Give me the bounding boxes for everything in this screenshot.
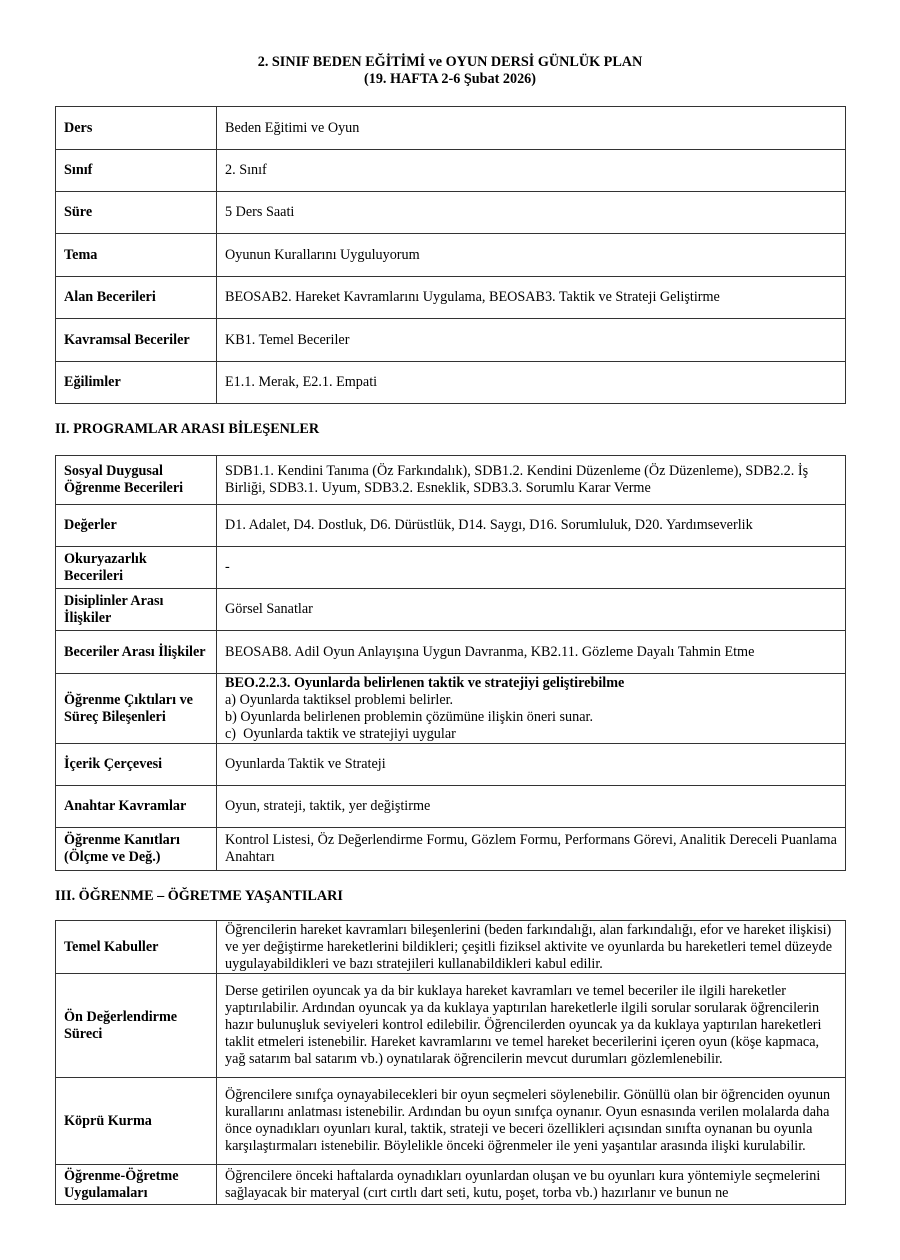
row-value: Öğrencilere önceki haftalarda oynadıkları oyunlardan oluşan ve bu oyunları kura yöntemiyle seçmelerini sağlayacak bir materyal (cırt cırtlı dart seti, kutu, poşet, torba vb.) hazırlanır ve bunun ne [217,1165,846,1205]
row-label: Eğilimler [56,362,217,404]
row-label: Alan Becerileri [56,277,217,319]
table-row [56,1165,846,1205]
table-row [56,319,846,362]
row-value: Beden Eğitimi ve Oyun [217,107,846,150]
row-label: Öğrenme Kanıtları (Ölçme ve Değ.) [56,828,217,871]
row-value: D1. Adalet, D4. Dostluk, D6. Dürüstlük, D14. Saygı, D16. Sorumluluk, D20. Yardımseverlik [217,505,846,547]
row-value: BEOSAB2. Hareket Kavramlarını Uygulama, BEOSAB3. Taktik ve Strateji Geliştirme [217,277,846,319]
row-value: Derse getirilen oyuncak ya da bir kuklaya hareket kavramları ve temel beceriler ile ilgili hareketler yaptırılabilir. Ardından oyuncak ya da kuklaya yaptırılan hareketlerle ilgili sorular sorularak öğrencilerin hazır bulunuşluk seviyeleri kontrol edilebilir. Öğrencilerden oyuncak ya da kuklaya yaptırılan hareketleri taklit etmeleri istenebilir. Hareket kavramlarını ve temel hareket becerilerini içeren oyun (köşe kapmaca, yağ satarım bal satarım vb.) oynatılarak öğrencilerin mevcut durumları gözlemlenebilir. [217,974,846,1078]
table-row [56,277,846,319]
outcomes-value [217,674,846,744]
table-row [56,1078,846,1165]
table-row [56,589,846,631]
experiences-table [55,920,846,1205]
row-label: İçerik Çerçevesi [56,744,217,786]
row-label: Okuryazarlık Becerileri [56,547,217,589]
row-value: Öğrencilerin hareket kavramları bileşenlerini (beden farkındalığı, alan farkındalığı, efor ve hareket ilişkisi) ve yer değiştirme hareketlerini bildikleri; çeşitli fiziksel aktivite ve oyunlarda bu hareketleri temel düzeyde uygulayabildikleri ve bazı stratejileri kullanabildikleri kabul edilir. [217,921,846,974]
row-label: Değerler [56,505,217,547]
section-heading-programs: II. PROGRAMLAR ARASI BİLEŞENLER [55,421,320,437]
row-label: Öğrenme-Öğretme Uygulamaları [56,1165,217,1205]
row-label: Beceriler Arası İlişkiler [56,631,217,674]
title-line-1: 2. SINIF BEDEN EĞİTİMİ ve OYUN DERSİ GÜNLÜK PLAN [257,54,643,70]
programs-table [55,455,846,871]
row-label: Disiplinler Arası İlişkiler [56,589,217,631]
outcome-item: b) Oyunlarda belirlenen problemin çözümüne ilişkin öneri sunar. [225,708,593,725]
document-title [0,54,900,88]
outcome-item: a) Oyunlarda taktiksel problemi belirler. [225,691,454,708]
row-value: Oyunlarda Taktik ve Strateji [217,744,846,786]
general-info-table [55,106,846,404]
row-label: Köprü Kurma [56,1078,217,1165]
table-row [56,234,846,277]
row-label: Süre [56,192,217,234]
row-value: Görsel Sanatlar [217,589,846,631]
table-row [56,921,846,974]
outcome-heading: BEO.2.2.3. Oyunlarda belirlenen taktik ve stratejiyi geliştirebilme [225,674,625,691]
row-label: Sosyal Duygusal Öğrenme Becerileri [56,456,217,505]
table-row [56,362,846,404]
table-row [56,631,846,674]
table-row [56,456,846,505]
row-value: KB1. Temel Beceriler [217,319,846,362]
row-value: Öğrencilere sınıfça oynayabilecekleri bir oyun seçmeleri söylenebilir. Gönüllü olan bir öğrenciden oyunun kurallarını anlatması istenebilir. Ardından bu oyun sınıfça oynanır. Oyun esnasında verilen molalarda daha önce oynadıkları oyunları kural, taktik, strateji ve beceri özellikleri açısından sınıfta oynanan bu oyunla karşılaştırmaları istenebilir. Böylelikle önceki öğrenmeler ile yeni yaşantılar arasında ilişki kurulabilir. [217,1078,846,1165]
row-label: Öğrenme Çıktıları ve Süreç Bileşenleri [56,674,217,744]
table-row [56,786,846,828]
row-value: E1.1. Merak, E2.1. Empati [217,362,846,404]
table-row [56,150,846,192]
table-row [56,107,846,150]
row-value: BEOSAB8. Adil Oyun Anlayışına Uygun Davranma, KB2.11. Gözleme Dayalı Tahmin Etme [217,631,846,674]
row-label: Temel Kabuller [56,921,217,974]
row-value: Kontrol Listesi, Öz Değerlendirme Formu, Gözlem Formu, Performans Görevi, Analitik Dereceli Puanlama Anahtarı [217,828,846,871]
row-value: SDB1.1. Kendini Tanıma (Öz Farkındalık), SDB1.2. Kendini Düzenleme (Öz Düzenleme), SDB2.2. İş Birliği, SDB3.1. Uyum, SDB3.2. Esneklik, SDB3.3. Sorumlu Karar Verme [217,456,846,505]
outcome-item: c) Oyunlarda taktik ve stratejiyi uygular [225,725,456,742]
table-row [56,505,846,547]
row-value: 2. Sınıf [217,150,846,192]
row-label: Kavramsal Beceriler [56,319,217,362]
row-label: Ders [56,107,217,150]
row-value: Oyun, strateji, taktik, yer değiştirme [217,786,846,828]
table-row [56,674,846,744]
table-row [56,547,846,589]
table-row [56,828,846,871]
title-line-2: (19. HAFTA 2-6 Şubat 2026) [364,71,536,87]
table-row [56,974,846,1078]
table-row [56,744,846,786]
row-value: - [217,547,846,589]
row-label: Sınıf [56,150,217,192]
row-label: Ön Değerlendirme Süreci [56,974,217,1078]
row-label: Tema [56,234,217,277]
row-value: 5 Ders Saati [217,192,846,234]
section-heading-experiences: III. ÖĞRENME – ÖĞRETME YAŞANTILARI [55,888,343,904]
table-row [56,192,846,234]
row-label: Anahtar Kavramlar [56,786,217,828]
row-value: Oyunun Kurallarını Uyguluyorum [217,234,846,277]
